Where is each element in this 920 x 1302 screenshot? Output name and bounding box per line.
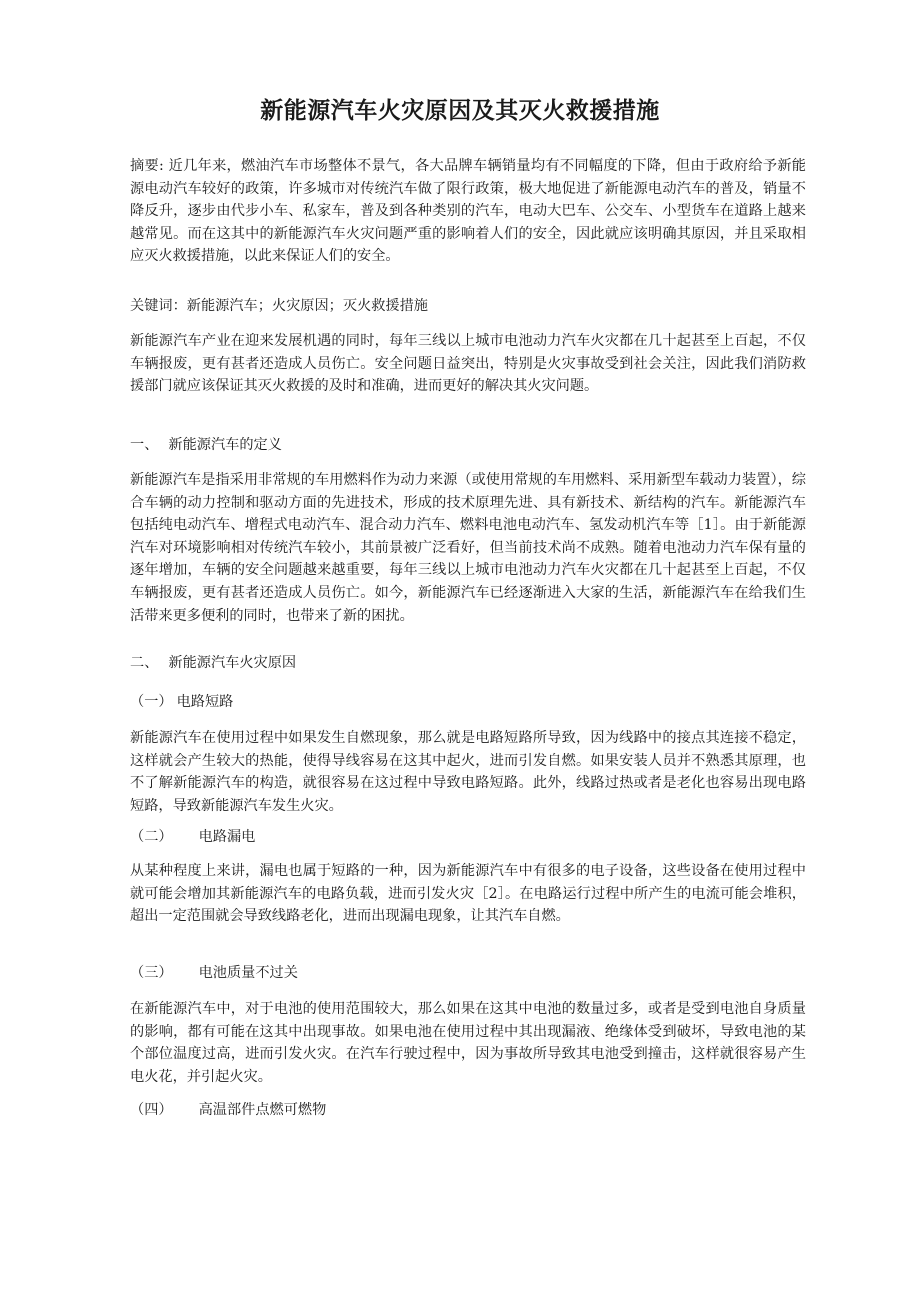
subsection-3-title: 电池质量不过关 [198,965,298,981]
subsection-4-title: 高温部件点燃可燃物 [198,1102,327,1118]
subsection-4-number: （四） [130,1102,173,1118]
subsection-2-number: （二） [130,829,173,845]
section-2-title: 新能源汽车火灾原因 [168,655,297,671]
subsection-3-paragraph: 在新能源汽车中，对于电池的使用范围较大，那么如果在这其中电池的数量过多，或者是受到电池自身质量的影响，都有可能在这其中出现事故。如果电池在使用过程中其出现漏液、绝缘体受到破坏，导致电池的某个部位温度过高，进而引发火灾。在汽车行驶过程中，因为事故所导致其电池受到撞击，这样就很容易产生电火花，并引起火灾。 [130,1001,806,1085]
subsection-2-paragraph: 从某种程度上来讲，漏电也属于短路的一种，因为新能源汽车中有很多的电子设备，这些设备在使用过程中就可能会增加其新能源汽车的电路负载，进而引发火灾［2］。在电路运行过程中所产生的电流可能会堆积，超出一定范围就会导致线路老化，进而出现漏电现象，让其汽车自燃。 [130,863,806,925]
abstract-paragraph: 摘要: 近几年来，燃油汽车市场整体不景气，各大品牌车辆销量均有不同幅度的下降，但由于政府给予新能源电动汽车较好的政策，许多城市对传统汽车做了限行政策，极大地促进了新能源电动汽车的普及，销量不降反升，逐步由代步小车、私家车，普及到各种类别的汽车，电动大巴车、公交车、小型货车在道路上越来越常见。而在这其中的新能源汽车火灾问题严重的影响着人们的安全，因此就应该明确其原因，并且采取相应灭火救援措施，以此来保证人们的安全。 [130,158,806,265]
subsection-1-number: （一） [130,694,173,710]
section-1-heading [130,434,282,456]
keywords-line: 关键词：新能源汽车；火灾原因；灭火救援措施 [130,298,428,314]
intro-paragraph: 新能源汽车产业在迎来发展机遇的同时，每年三线以上城市电池动力汽车火灾都在几十起甚至上百起，不仅车辆报废，更有甚者还造成人员伤亡。安全问题日益突出，特别是火灾事故受到社会关注，因此我们消防救援部门就应该保证其灭火救援的及时和准确，进而更好的解决其火灾问题。 [130,333,806,395]
subsection-1-paragraph: 新能源汽车在使用过程中如果发生自燃现象，那么就是电路短路所导致，因为线路中的接点其连接不稳定，这样就会产生较大的热能，使得导线容易在这其中起火，进而引发自燃。如果安装人员并不熟悉其原理，也不了解新能源汽车的构造，就很容易在这过程中导致电路短路。此外，线路过热或者是老化也容易出现电路短路，导致新能源汽车发生火灾。 [130,730,806,814]
subsection-2-title: 电路漏电 [198,829,256,845]
subsection-1-title: 电路短路 [176,694,234,710]
subsection-2-heading [130,826,255,848]
section-2-number: 二、 [130,655,159,671]
subsection-3-heading [130,962,298,984]
section-2-heading [130,652,296,674]
subsection-1-heading [130,691,233,713]
section-1-paragraph: 新能源汽车是指采用非常规的车用燃料作为动力来源（或使用常规的车用燃料、采用新型车载动力装置），综合车辆的动力控制和驱动方面的先进技术，形成的技术原理先进、具有新技术、新结构的汽车。新能源汽车包括纯电动汽车、增程式电动汽车、混合动力汽车、燃料电池电动汽车、氢发动机汽车等［1］。由于新能源汽车对环境影响相对传统汽车较小，其前景被广泛看好，但当前技术尚不成熟。随着电池动力汽车保有量的逐年增加，车辆的安全问题越来越重要，每年三线以上城市电池动力汽车火灾都在几十起甚至上百起，不仅车辆报废，更有甚者还造成人员伤亡。如今，新能源汽车已经逐渐进入大家的生活，新能源汽车在给我们生活带来更多便利的同时，也带来了新的困扰。 [130,472,806,624]
section-1-title: 新能源汽车的定义 [168,437,282,453]
document-title: 新能源汽车火灾原因及其灭火救援措施 [260,98,660,124]
subsection-3-number: （三） [130,965,173,981]
section-1-number: 一、 [130,437,159,453]
subsection-4-heading [130,1099,326,1121]
